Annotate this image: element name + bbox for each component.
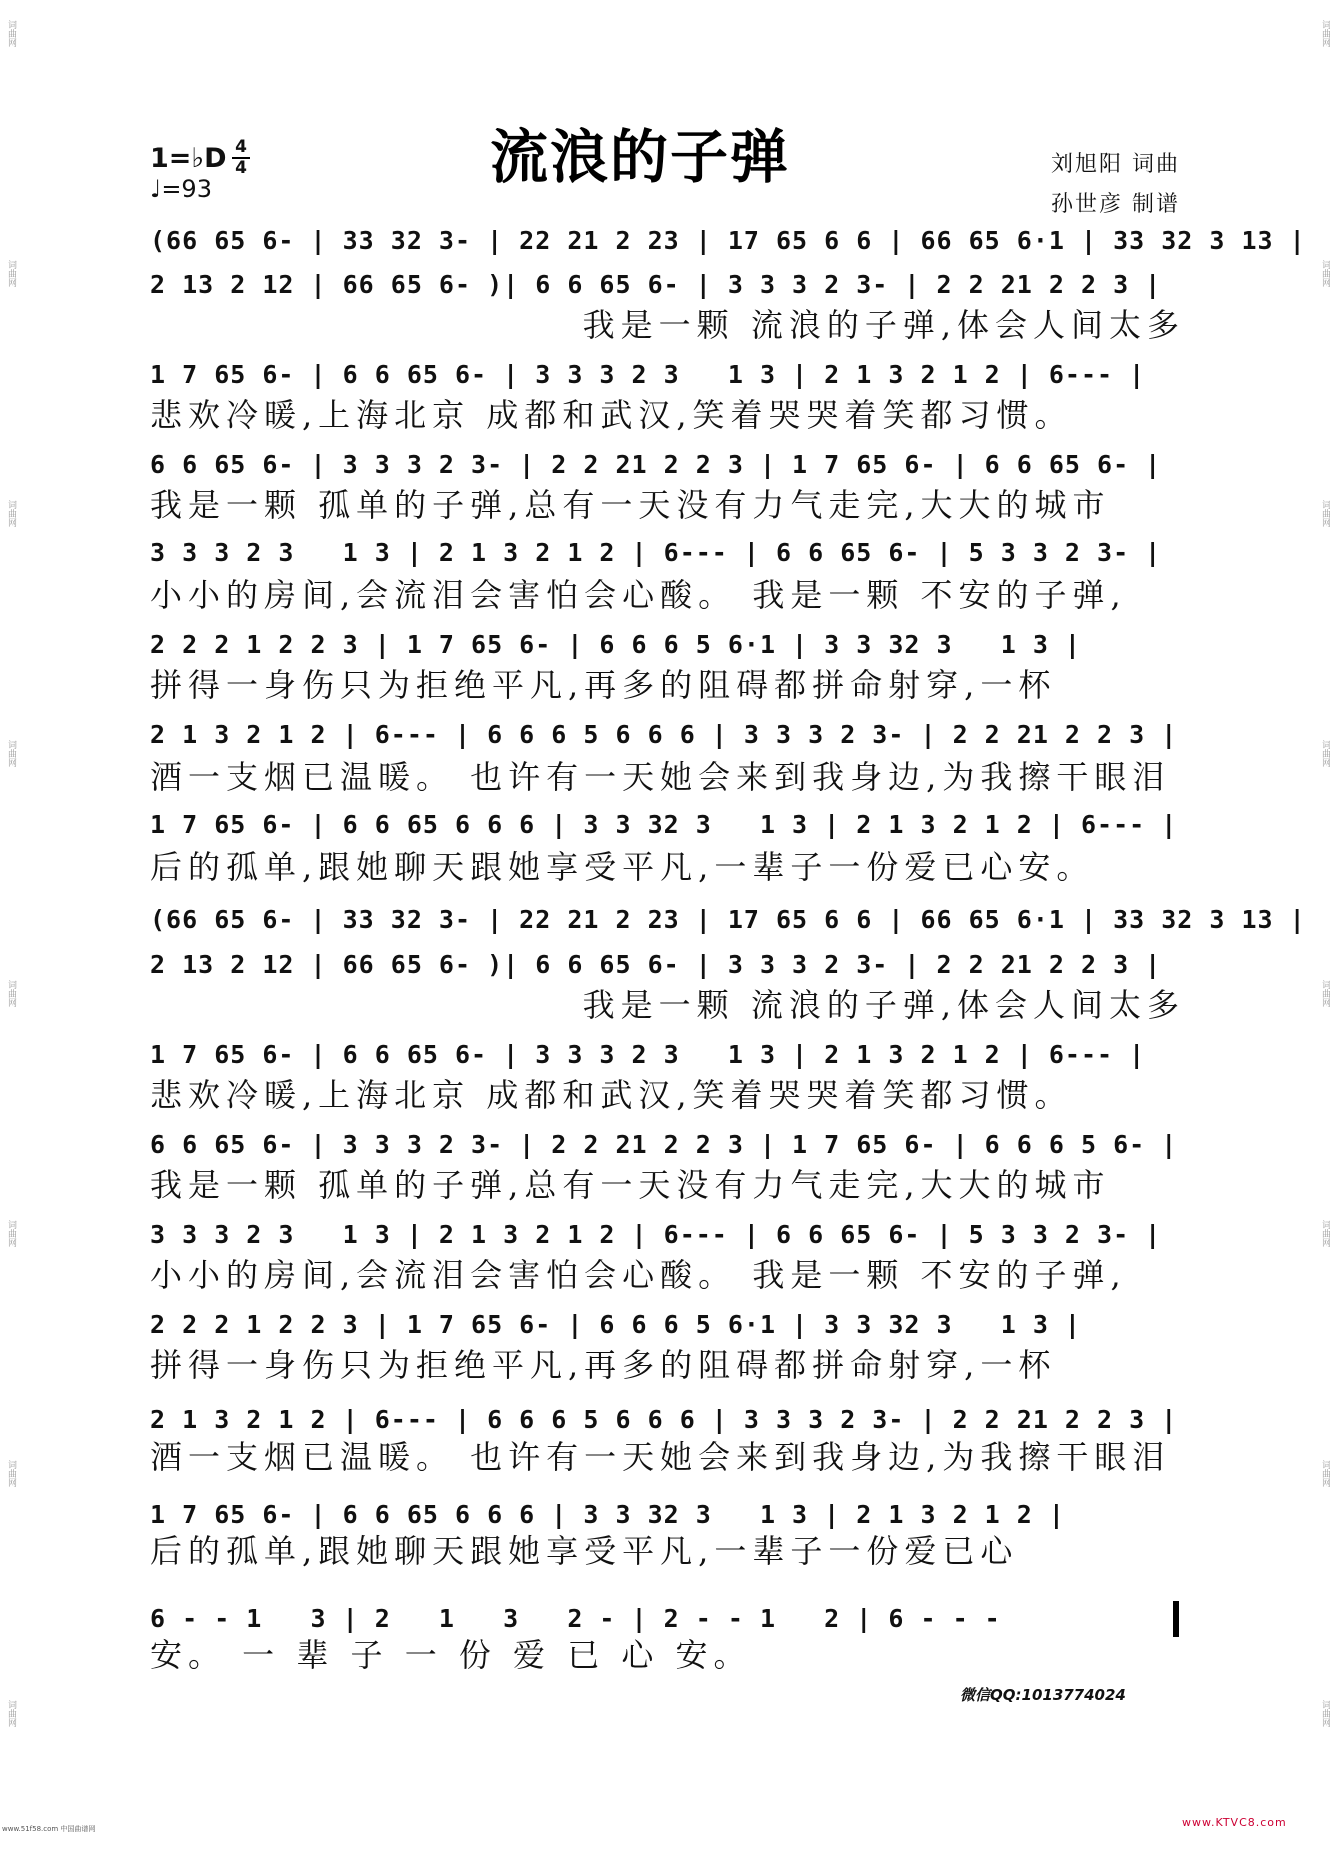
notation-line: 1 7 65 6- | 6 6 65 6 6 6 | 3 3 32 3 1 3 | 2 1 3 2 1 2 | 6--- |	[150, 810, 1178, 839]
lyric-line: 我是一颗 流浪的子弹,体会人间太多	[582, 306, 1185, 344]
contact-watermark: 微信QQ:1013774024	[960, 1686, 1126, 1704]
notation-line: 6 - - 1 3 | 2 1 3 2 - | 2 - - 1 2 | 6 - - -	[150, 1604, 1001, 1633]
lyric-line: 后的孤单,跟她聊天跟她享受平凡,一辈子一份爱已心	[150, 1532, 1019, 1570]
notation-line: 2 1 3 2 1 2 | 6--- | 6 6 6 5 6 6 6 | 3 3 3 2 3- | 2 2 21 2 2 3 |	[150, 1405, 1178, 1434]
time-signature-bottom: 4	[235, 158, 247, 178]
key-signature: 1=♭D	[150, 143, 227, 174]
notation-line: 2 13 2 12 | 66 65 6- )| 6 6 65 6- | 3 3 3 2 3- | 2 2 21 2 2 3 |	[150, 950, 1162, 979]
margin-label: 词曲网	[1320, 1700, 1330, 1727]
margin-label: 词曲网	[6, 1220, 16, 1247]
margin-label: 词曲网	[1320, 980, 1330, 1007]
notation-line: 3 3 3 2 3 1 3 | 2 1 3 2 1 2 | 6--- | 6 6 65 6- | 5 3 3 2 3- |	[150, 1220, 1162, 1249]
lyric-line: 小小的房间,会流泪会害怕会心酸。 我是一颗 不安的子弹,	[150, 1256, 1127, 1294]
lyric-line: 悲欢冷暖,上海北京 成都和武汉,笑着哭哭着笑都习惯。	[150, 1076, 1073, 1114]
tempo-mark: ♩=93	[150, 175, 212, 203]
margin-label: 词曲网	[1320, 20, 1330, 47]
notation-line: 3 3 3 2 3 1 3 | 2 1 3 2 1 2 | 6--- | 6 6 65 6- | 5 3 3 2 3- |	[150, 538, 1162, 567]
notation-line: 2 13 2 12 | 66 65 6- )| 6 6 65 6- | 3 3 3 2 3- | 2 2 21 2 2 3 |	[150, 270, 1162, 299]
margin-label: 词曲网	[6, 980, 16, 1007]
margin-label: 词曲网	[6, 1700, 16, 1727]
lyric-line: 拼得一身伤只为拒绝平凡,再多的阻碍都拼命射穿,一杯	[150, 1346, 1057, 1384]
footer-site-left: www.51f58.com 中国曲谱网	[2, 1825, 96, 1833]
right-margin-watermarks	[1314, 0, 1330, 1861]
lyric-line: 我是一颗 孤单的子弹,总有一天没有力气走完,大大的城市	[150, 486, 1111, 524]
notation-line: 2 2 2 1 2 2 3 | 1 7 65 6- | 6 6 6 5 6·1 | 3 3 32 3 1 3 |	[150, 630, 1081, 659]
lyric-line: 后的孤单,跟她聊天跟她享受平凡,一辈子一份爱已心安。	[150, 848, 1095, 886]
arranger-credit: 孙世彦 制谱	[1051, 192, 1180, 217]
margin-label: 词曲网	[6, 20, 16, 47]
lyric-line: 酒一支烟已温暖。 也许有一天她会来到我身边,为我擦干眼泪	[150, 1438, 1171, 1476]
notation-line: 2 1 3 2 1 2 | 6--- | 6 6 6 5 6 6 6 | 3 3 3 2 3- | 2 2 21 2 2 3 |	[150, 720, 1178, 749]
lyric-line: 安。 一 辈 子 一 份 爱 已 心 安。	[150, 1636, 752, 1674]
notation-line: 6 6 65 6- | 3 3 3 2 3- | 2 2 21 2 2 3 | 1 7 65 6- | 6 6 65 6- |	[150, 450, 1162, 479]
lyric-line: 我是一颗 孤单的子弹,总有一天没有力气走完,大大的城市	[150, 1166, 1111, 1204]
notation-line: 1 7 65 6- | 6 6 65 6 6 6 | 3 3 32 3 1 3 | 2 1 3 2 1 2 |	[150, 1500, 1065, 1529]
time-signature-top: 4	[235, 137, 247, 157]
margin-label: 词曲网	[6, 1460, 16, 1487]
lyric-line: 酒一支烟已温暖。 也许有一天她会来到我身边,为我擦干眼泪	[150, 758, 1171, 796]
margin-label: 词曲网	[6, 500, 16, 527]
margin-label: 词曲网	[6, 740, 16, 767]
notation-line: (66 65 6- | 33 32 3- | 22 21 2 23 | 17 65 6 6 | 66 65 6·1 | 33 32 3 13 |	[150, 226, 1306, 255]
notation-line: 6 6 65 6- | 3 3 3 2 3- | 2 2 21 2 2 3 | 1 7 65 6- | 6 6 6 5 6- |	[150, 1130, 1178, 1159]
lyric-line: 悲欢冷暖,上海北京 成都和武汉,笑着哭哭着笑都习惯。	[150, 396, 1073, 434]
footer-site-right: www.KTVC8.com	[1182, 1816, 1287, 1829]
lyricist-credit: 刘旭阳 词曲	[1051, 152, 1180, 177]
notation-line: 1 7 65 6- | 6 6 65 6- | 3 3 3 2 3 1 3 | 2 1 3 2 1 2 | 6--- |	[150, 360, 1146, 389]
left-margin-watermarks	[0, 0, 16, 1861]
lyric-line: 拼得一身伤只为拒绝平凡,再多的阻碍都拼命射穿,一杯	[150, 666, 1057, 704]
margin-label: 词曲网	[1320, 1220, 1330, 1247]
song-title: 流浪的子弹	[490, 123, 791, 191]
time-signature	[232, 139, 250, 177]
lyric-line: 小小的房间,会流泪会害怕会心酸。 我是一颗 不安的子弹,	[150, 576, 1127, 614]
margin-label: 词曲网	[1320, 1460, 1330, 1487]
notation-line: (66 65 6- | 33 32 3- | 22 21 2 23 | 17 65 6 6 | 66 65 6·1 | 33 32 3 13 |	[150, 905, 1306, 934]
margin-label: 词曲网	[1320, 260, 1330, 287]
notation-line: 2 2 2 1 2 2 3 | 1 7 65 6- | 6 6 6 5 6·1 | 3 3 32 3 1 3 |	[150, 1310, 1081, 1339]
margin-label: 词曲网	[6, 260, 16, 287]
lyric-line: 我是一颗 流浪的子弹,体会人间太多	[582, 986, 1185, 1024]
margin-label: 词曲网	[1320, 740, 1330, 767]
margin-label: 词曲网	[1320, 500, 1330, 527]
notation-line: 1 7 65 6- | 6 6 65 6- | 3 3 3 2 3 1 3 | 2 1 3 2 1 2 | 6--- |	[150, 1040, 1146, 1069]
